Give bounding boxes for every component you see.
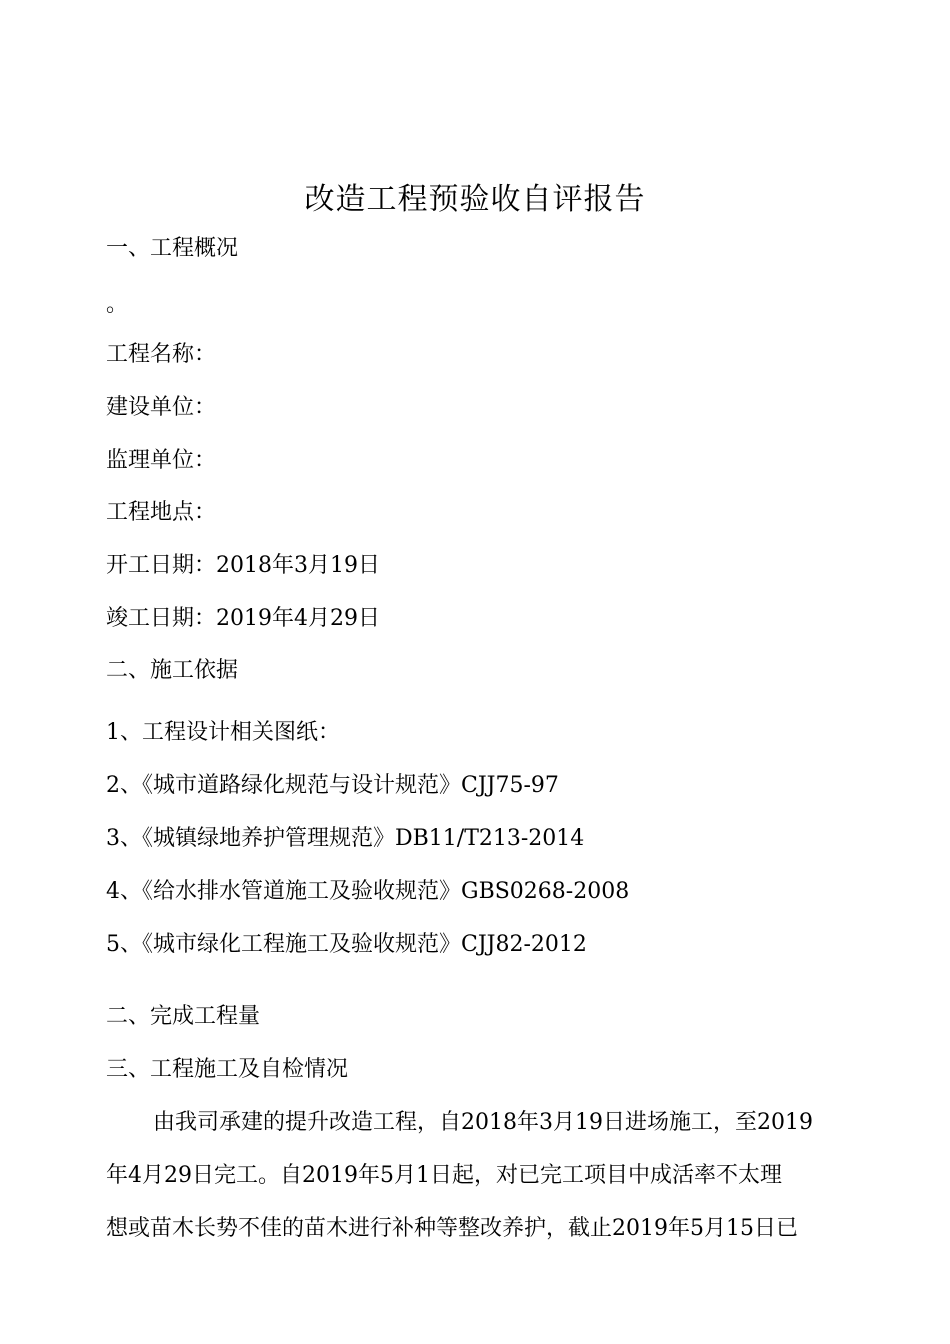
construction-unit-label: 建设单位：: [106, 395, 217, 420]
document-title: 改造工程预验收自评报告: [304, 182, 646, 217]
basis-item-4: 4、《给水排水管道施工及验收规范》GBS0268-2008: [106, 879, 630, 904]
section-heading-overview: 一、工程概况: [106, 236, 239, 261]
paragraph-line-2: 年4月29日完工。自2019年5月1日起，对已完工项目中成活率不太理: [106, 1163, 782, 1188]
section-heading-quantities: 二、完成工程量: [106, 1004, 261, 1029]
basis-item-5: 5、《城市绿化工程施工及验收规范》CJJ82-2012: [106, 932, 587, 957]
paragraph-line-3: 想或苗木长势不佳的苗木进行补种等整改养护，截止2019年5月15日已: [106, 1216, 798, 1241]
completion-date-line: 竣工日期：2019年4月29日: [106, 606, 380, 631]
section-heading-self-inspection: 三、工程施工及自检情况: [106, 1057, 349, 1082]
project-name-label: 工程名称：: [106, 342, 217, 367]
project-location-label: 工程地点：: [106, 500, 217, 525]
basis-item-3: 3、《城镇绿地养护管理规范》DB11/T213-2014: [106, 826, 585, 851]
stray-period: 。: [106, 292, 129, 317]
supervision-unit-label: 监理单位：: [106, 448, 217, 473]
basis-item-2: 2、《城市道路绿化规范与设计规范》CJJ75-97: [106, 773, 559, 798]
basis-item-1: 1、工程设计相关图纸：: [106, 720, 340, 745]
section-heading-basis: 二、施工依据: [106, 658, 239, 683]
start-date-line: 开工日期：2018年3月19日: [106, 553, 380, 578]
paragraph-line-1: 由我司承建的提升改造工程，自2018年3月19日进场施工，至2019: [153, 1110, 813, 1135]
